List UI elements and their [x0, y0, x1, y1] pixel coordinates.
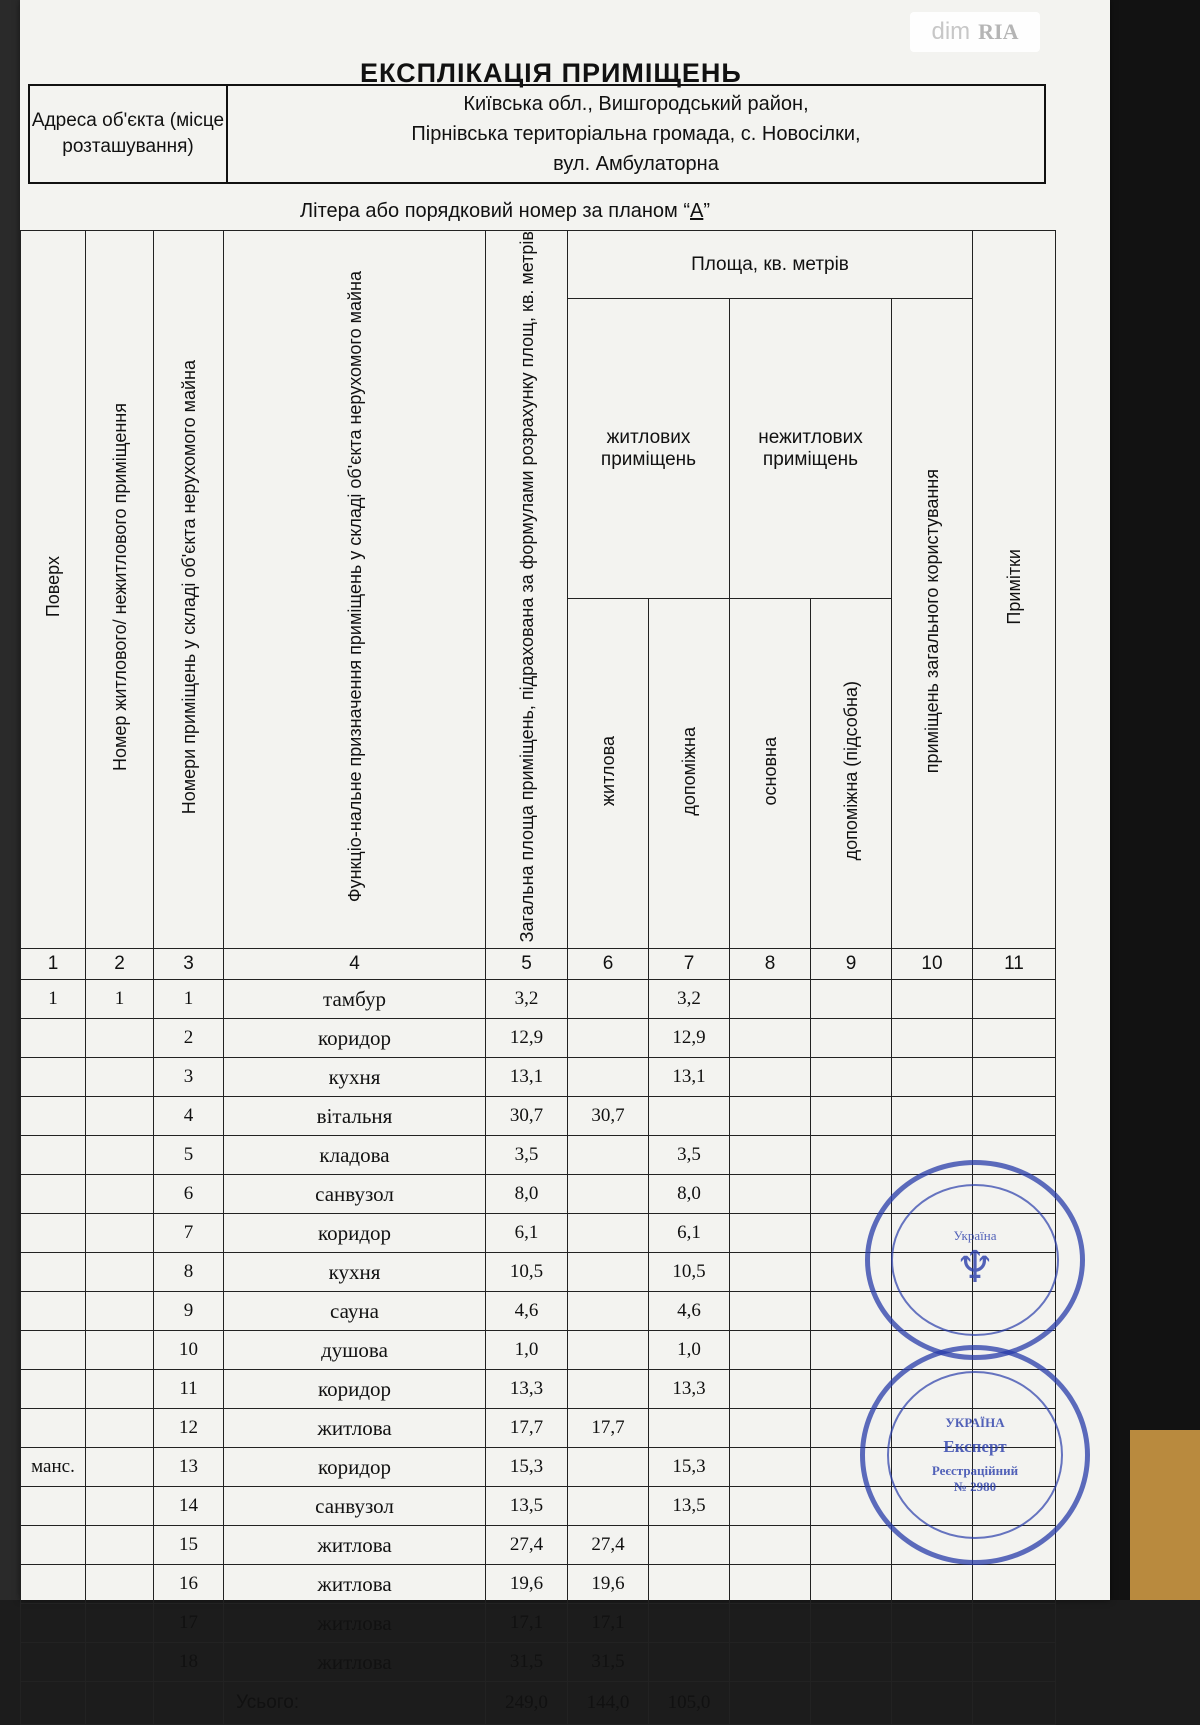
watermark-brand: RIA [978, 19, 1019, 44]
document-title: ЕКСПЛІКАЦІЯ ПРИМІЩЕНЬ [360, 58, 742, 88]
cell-unit [86, 1331, 154, 1370]
table-row [21, 1019, 1056, 1058]
table-cell [892, 1058, 973, 1097]
cell-unit [86, 1136, 154, 1175]
cell-aux-area: 3,2 [649, 980, 730, 1019]
cell-room-number: 15 [154, 1526, 224, 1565]
table-cell [811, 980, 892, 1019]
header-notes: Примітки [973, 231, 1056, 949]
cell-unit [86, 1058, 154, 1097]
cell-aux-area: 15,3 [649, 1448, 730, 1487]
cell-aux-area: 13,5 [649, 1487, 730, 1526]
cell-room-number: 11 [154, 1370, 224, 1409]
cell-unit [86, 1526, 154, 1565]
cell-living-area [568, 980, 649, 1019]
cell-unit [86, 1175, 154, 1214]
cell-living-area [568, 1019, 649, 1058]
cell-unit [86, 1292, 154, 1331]
cell-room-number: 17 [154, 1604, 224, 1643]
cell-room-number: 10 [154, 1331, 224, 1370]
cell-room-number: 2 [154, 1019, 224, 1058]
table-cell [154, 1682, 224, 1725]
cell-living-area: 30,7 [568, 1097, 649, 1136]
cell-living-area [568, 1058, 649, 1097]
cell-living-area [568, 1175, 649, 1214]
cell-room-function: душова [224, 1331, 486, 1370]
cell-aux-area: 12,9 [649, 1019, 730, 1058]
stamp-reg-no: № 2980 [953, 1478, 997, 1494]
table-cell [730, 1253, 811, 1292]
cell-room-number: 8 [154, 1253, 224, 1292]
cell-unit [86, 1565, 154, 1604]
cell-room-function: житлова [224, 1526, 486, 1565]
cell-unit [86, 1253, 154, 1292]
header-living-group: житлових приміщень [568, 299, 730, 599]
table-cell [811, 1682, 892, 1725]
cell-total-area: 17,1 [486, 1604, 568, 1643]
table-cell [730, 1331, 811, 1370]
cell-unit [86, 1370, 154, 1409]
cell-room-number: 1 [154, 980, 224, 1019]
table-cell [730, 1292, 811, 1331]
cell-room-function: коридор [224, 1019, 486, 1058]
header-auxiliary: допоміжна [649, 599, 730, 949]
table-cell [730, 1409, 811, 1448]
cell-living-area [568, 1448, 649, 1487]
cell-total-area: 13,3 [486, 1370, 568, 1409]
table-row [21, 1643, 1056, 1682]
header-function: Функціо-нальне призначення приміщень у складі об'єкта нерухомого майна [224, 231, 486, 949]
cell-aux-area [649, 1409, 730, 1448]
column-number: 9 [811, 949, 892, 980]
cell-floor [21, 1370, 86, 1409]
cell-total-area: 17,7 [486, 1409, 568, 1448]
table-cell [811, 1604, 892, 1643]
totals-total: 249,0 [486, 1682, 568, 1725]
table-cell [973, 1604, 1056, 1643]
stamp-reg: Реєстраційний [931, 1462, 1019, 1478]
table-cell [730, 1448, 811, 1487]
column-number: 4 [224, 949, 486, 980]
column-number: 7 [649, 949, 730, 980]
cell-aux-area [649, 1565, 730, 1604]
totals-living: 144,0 [568, 1682, 649, 1725]
table-cell [730, 1175, 811, 1214]
header-room-numbers: Номери приміщень у складі об'єкта нерухомого майна [154, 231, 224, 949]
cell-living-area [568, 1487, 649, 1526]
stamp-text: УКРАЇНА [945, 1414, 1005, 1430]
table-cell [973, 1097, 1056, 1136]
cell-room-number: 5 [154, 1136, 224, 1175]
cell-total-area: 31,5 [486, 1643, 568, 1682]
stamp-expert: Експерт [943, 1436, 1007, 1456]
cell-aux-area: 8,0 [649, 1175, 730, 1214]
cell-aux-area: 4,6 [649, 1292, 730, 1331]
cell-aux-area: 3,5 [649, 1136, 730, 1175]
cell-total-area: 3,2 [486, 980, 568, 1019]
table-cell [973, 1058, 1056, 1097]
header-nonliving-group: нежитлових приміщень [730, 299, 892, 599]
litera-line [300, 200, 710, 223]
table-cell [730, 1526, 811, 1565]
cell-floor [21, 1331, 86, 1370]
table-row [21, 1565, 1056, 1604]
cell-floor [21, 1175, 86, 1214]
table-cell [973, 1565, 1056, 1604]
trident-icon: ♆ [955, 1243, 995, 1292]
cell-aux-area: 6,1 [649, 1214, 730, 1253]
table-cell [21, 1682, 86, 1725]
cell-room-function: коридор [224, 1448, 486, 1487]
column-numbers-row [21, 949, 1056, 980]
header-common-use: приміщень загального користування [892, 299, 973, 949]
header-area: Площа, кв. метрів [568, 231, 973, 299]
table-cell [86, 1682, 154, 1725]
cell-aux-area [649, 1526, 730, 1565]
cell-total-area: 12,9 [486, 1019, 568, 1058]
cell-room-function: житлова [224, 1409, 486, 1448]
cell-total-area: 13,5 [486, 1487, 568, 1526]
cell-living-area: 17,1 [568, 1604, 649, 1643]
cell-floor [21, 1292, 86, 1331]
column-number: 5 [486, 949, 568, 980]
cell-aux-area: 1,0 [649, 1331, 730, 1370]
litera-value: А [690, 200, 704, 222]
cell-room-function: кладова [224, 1136, 486, 1175]
table-cell [892, 1019, 973, 1058]
cell-floor [21, 1526, 86, 1565]
cell-room-function: коридор [224, 1214, 486, 1253]
cell-room-function: сауна [224, 1292, 486, 1331]
address-line: вул. Амбулаторна [553, 153, 719, 175]
cell-unit [86, 1487, 154, 1526]
header-floor: Поверх [21, 231, 86, 949]
address-label: Адреса об'єкта (місце розташування) [30, 86, 228, 182]
table-cell [973, 1019, 1056, 1058]
cell-room-function: житлова [224, 1604, 486, 1643]
cell-room-number: 6 [154, 1175, 224, 1214]
column-number: 10 [892, 949, 973, 980]
cell-unit [86, 1604, 154, 1643]
table-cell [892, 1604, 973, 1643]
cell-room-function: житлова [224, 1565, 486, 1604]
cell-total-area: 19,6 [486, 1565, 568, 1604]
stamp-text: Україна [953, 1228, 997, 1243]
cell-room-number: 3 [154, 1058, 224, 1097]
address-line: Пірнівська територіальна громада, с. Новосілки, [411, 123, 861, 145]
cell-total-area: 13,1 [486, 1058, 568, 1097]
cell-room-number: 13 [154, 1448, 224, 1487]
table-cell [811, 1643, 892, 1682]
cell-room-number: 18 [154, 1643, 224, 1682]
background-right [1100, 0, 1200, 1600]
table-cell [730, 1487, 811, 1526]
table-cell [811, 1097, 892, 1136]
cell-living-area: 31,5 [568, 1643, 649, 1682]
cell-room-number: 12 [154, 1409, 224, 1448]
cell-total-area: 10,5 [486, 1253, 568, 1292]
address-value [228, 86, 1044, 182]
document-page [20, 0, 1110, 1714]
cell-unit [86, 1448, 154, 1487]
column-number: 2 [86, 949, 154, 980]
cell-room-number: 9 [154, 1292, 224, 1331]
header-main: основна [730, 599, 811, 949]
cell-room-number: 16 [154, 1565, 224, 1604]
cell-total-area: 8,0 [486, 1175, 568, 1214]
header-living: житлова [568, 599, 649, 949]
official-stamp [865, 1160, 1085, 1360]
totals-aux: 105,0 [649, 1682, 730, 1725]
column-number: 1 [21, 949, 86, 980]
table-cell [730, 1643, 811, 1682]
cell-room-function: кухня [224, 1253, 486, 1292]
cell-unit: 1 [86, 980, 154, 1019]
table-cell [730, 1214, 811, 1253]
litera-suffix: ” [703, 200, 711, 222]
cell-floor [21, 1487, 86, 1526]
table-cell [973, 1643, 1056, 1682]
cell-room-function: вітальня [224, 1097, 486, 1136]
table-row [21, 1331, 1056, 1370]
background-left [0, 0, 22, 1600]
cell-total-area: 15,3 [486, 1448, 568, 1487]
table-cell [973, 980, 1056, 1019]
cell-total-area: 30,7 [486, 1097, 568, 1136]
table-cell [730, 1136, 811, 1175]
cell-aux-area [649, 1604, 730, 1643]
cell-floor [21, 1409, 86, 1448]
cell-aux-area: 10,5 [649, 1253, 730, 1292]
totals-row [21, 1682, 1056, 1725]
table-cell [730, 1604, 811, 1643]
cell-living-area [568, 1331, 649, 1370]
table-cell [730, 1019, 811, 1058]
cell-total-area: 3,5 [486, 1136, 568, 1175]
cell-floor [21, 1604, 86, 1643]
cell-room-number: 7 [154, 1214, 224, 1253]
cell-room-function: тамбур [224, 980, 486, 1019]
cell-unit [86, 1019, 154, 1058]
cell-total-area: 4,6 [486, 1292, 568, 1331]
table-cell [892, 1565, 973, 1604]
table-cell [973, 1682, 1056, 1725]
cell-living-area [568, 1136, 649, 1175]
cell-floor [21, 1058, 86, 1097]
cell-total-area: 1,0 [486, 1331, 568, 1370]
watermark-text: dim [931, 18, 971, 45]
table-row [21, 1136, 1056, 1175]
cell-floor: манс. [21, 1448, 86, 1487]
cell-room-function: кухня [224, 1058, 486, 1097]
cell-unit [86, 1097, 154, 1136]
cell-aux-area: 13,3 [649, 1370, 730, 1409]
expert-stamp [860, 1345, 1090, 1565]
cell-total-area: 6,1 [486, 1214, 568, 1253]
cell-floor [21, 1136, 86, 1175]
table-cell [811, 1136, 892, 1175]
cell-living-area [568, 1253, 649, 1292]
cell-living-area [568, 1214, 649, 1253]
cell-floor [21, 1097, 86, 1136]
watermark [910, 12, 1040, 52]
cell-floor [21, 1214, 86, 1253]
column-number: 3 [154, 949, 224, 980]
column-number: 8 [730, 949, 811, 980]
background-wood [1130, 1430, 1200, 1600]
cell-aux-area [649, 1097, 730, 1136]
table-cell [811, 1331, 892, 1370]
header-auxiliary-utility: допоміжна (підсобна) [811, 599, 892, 949]
table-row [21, 1097, 1056, 1136]
table-cell [892, 980, 973, 1019]
cell-unit [86, 1214, 154, 1253]
cell-floor: 1 [21, 980, 86, 1019]
cell-floor [21, 1565, 86, 1604]
table-cell [730, 1058, 811, 1097]
table-row [21, 1058, 1056, 1097]
header-total-area: Загальна площа приміщень, підрахована за формулами розрахунку площ, кв. метрів [486, 231, 568, 949]
column-number: 11 [973, 949, 1056, 980]
table-row [21, 980, 1056, 1019]
address-box [28, 84, 1046, 184]
table-cell [811, 1058, 892, 1097]
table-cell [811, 1565, 892, 1604]
cell-floor [21, 1253, 86, 1292]
table-cell [811, 1175, 892, 1214]
cell-aux-area: 13,1 [649, 1058, 730, 1097]
table-cell [811, 1019, 892, 1058]
cell-unit [86, 1643, 154, 1682]
header-unit-number: Номер житлового/ нежитлового приміщення [86, 231, 154, 949]
table-cell [730, 1565, 811, 1604]
column-number: 6 [568, 949, 649, 980]
cell-room-number: 4 [154, 1097, 224, 1136]
cell-total-area: 27,4 [486, 1526, 568, 1565]
table-cell [730, 980, 811, 1019]
cell-room-function: санвузол [224, 1487, 486, 1526]
cell-living-area: 27,4 [568, 1526, 649, 1565]
table-cell [730, 1682, 811, 1725]
cell-aux-area [649, 1643, 730, 1682]
totals-label: Усього: [224, 1682, 486, 1725]
table-cell [730, 1370, 811, 1409]
cell-living-area: 19,6 [568, 1565, 649, 1604]
cell-floor [21, 1643, 86, 1682]
table-cell [892, 1643, 973, 1682]
table-cell [730, 1097, 811, 1136]
cell-room-function: коридор [224, 1370, 486, 1409]
table-cell [892, 1682, 973, 1725]
cell-room-function: санвузол [224, 1175, 486, 1214]
cell-room-number: 14 [154, 1487, 224, 1526]
litera-prefix: Літера або порядковий номер за планом “ [300, 200, 690, 222]
table-cell [811, 1526, 892, 1565]
table-row [21, 1604, 1056, 1643]
cell-floor [21, 1019, 86, 1058]
cell-unit [86, 1409, 154, 1448]
table-cell [892, 1097, 973, 1136]
cell-living-area [568, 1370, 649, 1409]
address-line: Київська обл., Вишгородський район, [463, 93, 809, 115]
cell-living-area: 17,7 [568, 1409, 649, 1448]
cell-living-area [568, 1292, 649, 1331]
cell-room-function: житлова [224, 1643, 486, 1682]
